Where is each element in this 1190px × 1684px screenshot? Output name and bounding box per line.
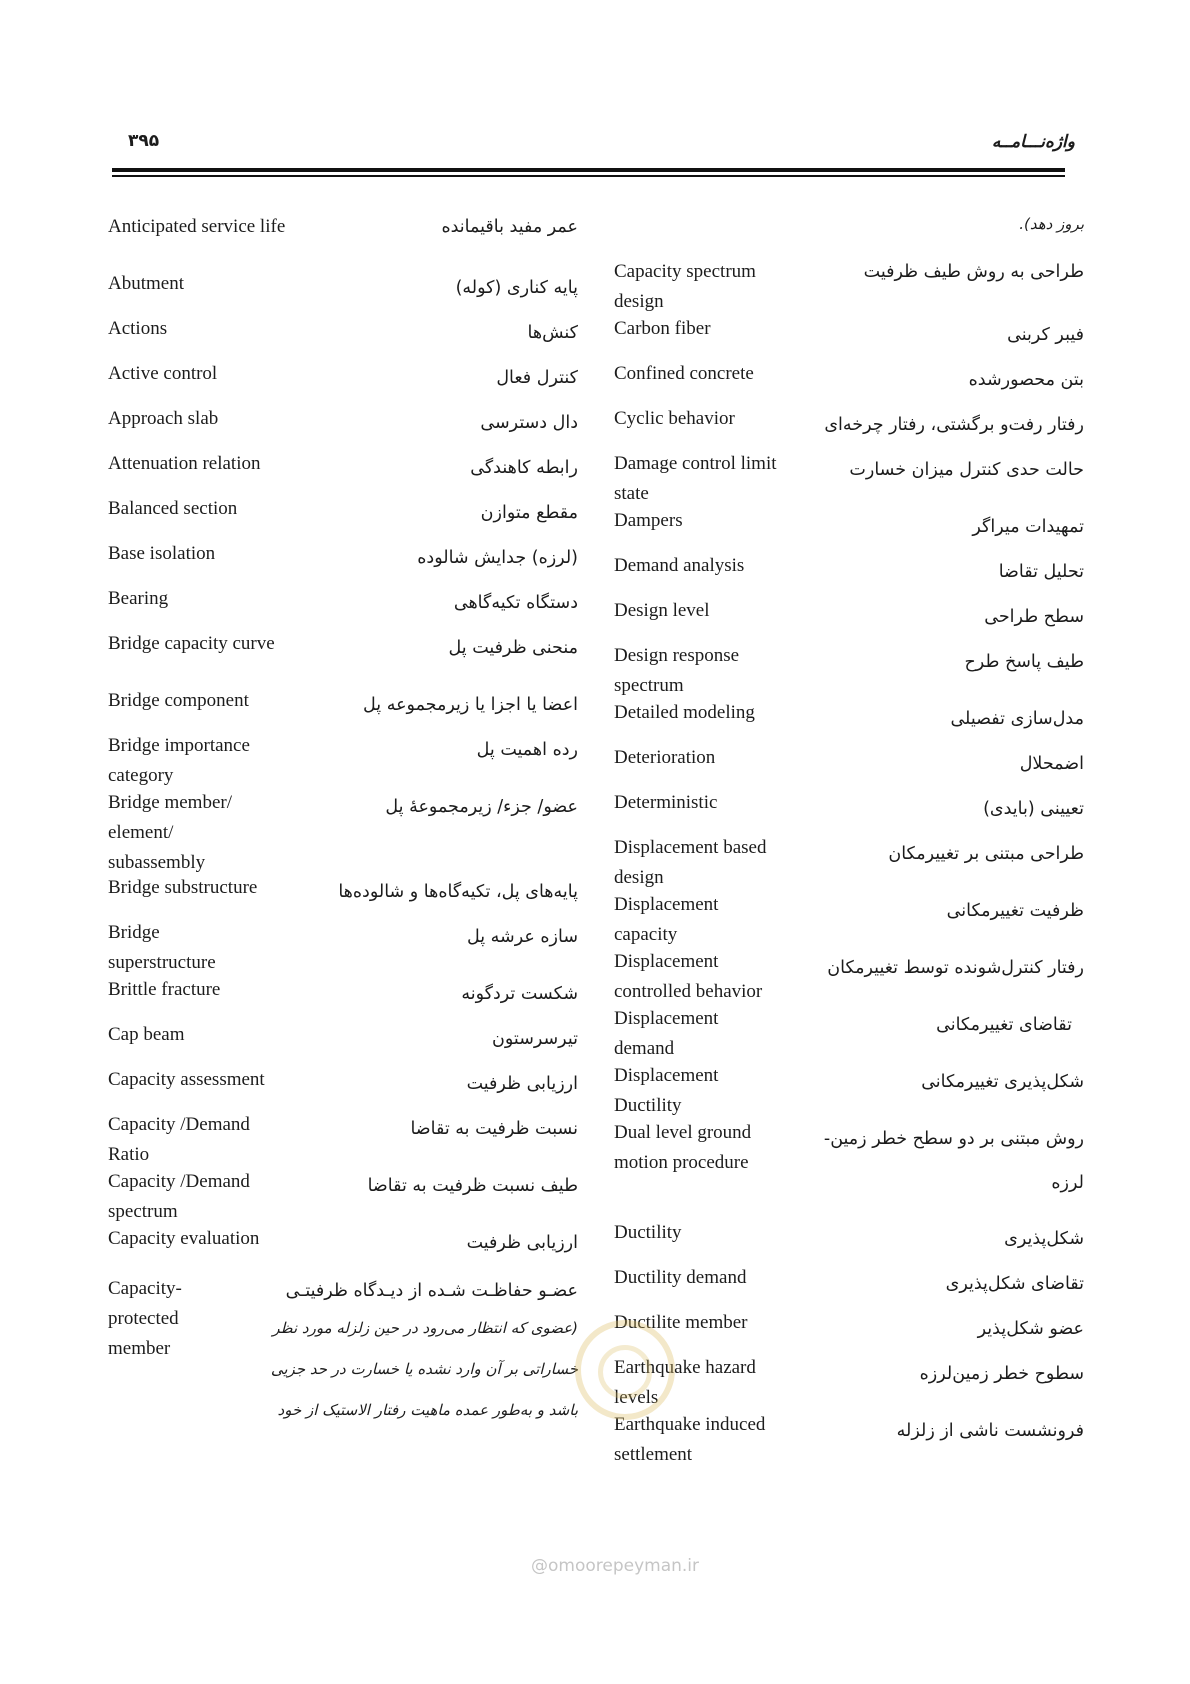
term-english: Capacity- protected member <box>108 1278 182 1359</box>
continuation-line <box>614 212 1084 257</box>
term-english: Displacement Ductility <box>614 1065 719 1116</box>
term-english: Detailed modeling <box>614 702 755 723</box>
term-english: Bridge substructure <box>108 877 258 898</box>
term-persian: تحلیل تقاضا <box>998 562 1084 582</box>
glossary-entry <box>108 788 578 873</box>
term-english: Design level <box>614 600 710 621</box>
glossary-entry <box>614 596 1084 641</box>
glossary-entry <box>108 449 578 494</box>
definition-line: خساراتی بر آن وارد نشده یا خسارت در حد جزیی <box>270 1360 578 1378</box>
glossary-entry <box>614 743 1084 788</box>
term-persian: طیف نسبت ظرفیت به تقاضا <box>367 1176 578 1196</box>
term-persian: ارزیابی ظرفیت <box>466 1074 578 1094</box>
running-header-title: واژه‌نـــامــه <box>991 132 1075 152</box>
glossary-entry <box>108 314 578 359</box>
term-persian: تقاضای شکل‌پذیری <box>945 1274 1084 1294</box>
term-persian: طیف پاسخ طرح <box>964 652 1084 672</box>
term-persian: ارزیابی ظرفیت <box>466 1233 578 1253</box>
glossary-entry <box>614 1353 1084 1410</box>
glossary-entry <box>108 731 578 788</box>
page-number: ۳۹۵ <box>128 131 160 151</box>
term-english: Ductility <box>614 1222 682 1243</box>
term-english: Capacity evaluation <box>108 1228 260 1249</box>
glossary-entry <box>614 1218 1084 1263</box>
term-persian: دستگاه تکیه‌گاهی <box>453 593 578 613</box>
glossary-entry <box>614 449 1084 506</box>
term-english: Design response spectrum <box>614 645 740 696</box>
watermark-gear-icon <box>598 1345 652 1399</box>
glossary-entry <box>108 539 578 584</box>
glossary-entry-with-note <box>108 1274 578 1424</box>
term-persian: نسبت ظرفیت به تقاضا <box>410 1119 578 1139</box>
watermark-text: @omoorepeyman.ir <box>530 1556 700 1576</box>
term-persian: عضو/ جزء/ زیرمجموعۀ پل <box>385 797 578 817</box>
term-english: Cyclic behavior <box>614 408 735 429</box>
term-english: Bridge capacity curve <box>108 633 275 654</box>
term-english: Dampers <box>614 510 683 531</box>
glossary-entry <box>614 1061 1084 1118</box>
glossary-entry <box>108 269 578 314</box>
term-persian: اعضا یا اجزا یا زیرمجموعه پل <box>363 695 578 715</box>
term-english: Capacity /Demand Ratio <box>108 1114 250 1165</box>
term-english: Capacity /Demand spectrum <box>108 1171 250 1222</box>
term-persian: ظرفیت تغییرمکانی <box>946 901 1084 921</box>
glossary-entry <box>108 873 578 918</box>
term-english: Demand analysis <box>614 555 745 576</box>
term-persian: شکست تردگونه <box>461 984 578 1004</box>
term-english: Bearing <box>108 588 169 609</box>
term-persian: کنش‌ها <box>527 323 578 343</box>
term-persian: عضـو حفاظـت شـده از دیـدگاه ظرفیتـی <box>285 1281 578 1301</box>
glossary-entry <box>614 833 1084 890</box>
term-english: Brittle fracture <box>108 979 221 1000</box>
glossary-entry <box>108 584 578 629</box>
term-persian: فرونشست ناشی از زلزله <box>896 1421 1084 1441</box>
glossary-entry <box>108 1065 578 1110</box>
term-persian: مدل‌سازی تفصیلی <box>950 709 1084 729</box>
term-persian: شکل‌پذیری تغییرمکانی <box>921 1072 1084 1092</box>
glossary-entry <box>614 359 1084 404</box>
term-english: Active control <box>108 363 218 384</box>
term-persian: تیرسرستون <box>492 1029 578 1049</box>
term-persian: عمر مفید باقیمانده <box>441 217 578 237</box>
glossary-entry <box>108 1224 578 1274</box>
term-english: Attenuation relation <box>108 453 261 474</box>
glossary-entry <box>108 918 578 975</box>
term-english: Displacement based design <box>614 837 767 888</box>
definition-line: (عضوی که انتظار می‌رود در حین زلزله مورد نظر <box>272 1319 578 1337</box>
term-english: Displacement capacity <box>614 894 719 945</box>
term-persian: فیبر کربنی <box>1007 325 1084 345</box>
glossary-entry <box>614 947 1084 1004</box>
term-persian: پایه‌های پل، تکیه‌گاه‌ها و شالوده‌ها <box>338 882 578 902</box>
term-persian: (لرزه) جدایش شالوده <box>417 548 578 568</box>
term-persian: اضمحلال <box>1019 754 1084 774</box>
term-persian: کنترل فعال <box>496 368 578 388</box>
term-persian: سازه عرشه پل <box>466 927 578 947</box>
term-english: Abutment <box>108 273 184 294</box>
glossary-entry <box>614 641 1084 698</box>
glossary-entry <box>614 404 1084 449</box>
term-persian: رابطه کاهندگی <box>470 458 578 478</box>
term-english: Bridge member/ element/ subassembly <box>108 792 232 873</box>
term-persian: سطوح خطر زمین‌لرزه <box>919 1364 1084 1384</box>
term-persian: دال دسترسی <box>480 413 578 433</box>
glossary-entry <box>614 698 1084 743</box>
term-english: Dual level ground motion procedure <box>614 1122 752 1173</box>
glossary-entry <box>108 212 578 269</box>
term-persian: عضو شکل‌پذیر <box>977 1319 1084 1339</box>
term-english: Earthquake hazard levels <box>614 1357 756 1408</box>
glossary-entry <box>614 788 1084 833</box>
term-english: Displacement demand <box>614 1008 719 1059</box>
term-persian: تقاضای تغییرمکانی <box>936 1015 1072 1035</box>
term-english: Capacity spectrum design <box>614 261 756 312</box>
glossary-entry <box>614 551 1084 596</box>
definition-line: باشد و به‌طور عمده ماهیت رفتار الاستیک از خود <box>277 1401 578 1419</box>
term-persian: رفتار کنترل‌شونده توسط تغییرمکان <box>827 958 1084 978</box>
term-persian: منحنی ظرفیت پل <box>448 638 578 658</box>
glossary-entry <box>108 494 578 539</box>
glossary-entry <box>108 629 578 686</box>
term-english: Base isolation <box>108 543 216 564</box>
term-persian-continued: لرزه <box>1051 1173 1084 1193</box>
term-persian: طراحی به روش طیف ظرفیت <box>863 262 1084 282</box>
term-english: Confined concrete <box>614 363 754 384</box>
term-english: Ductilite member <box>614 1312 748 1333</box>
term-persian: تعیینی (بایدی) <box>983 799 1084 819</box>
glossary-entry <box>614 1410 1084 1467</box>
term-persian: پایه کناری (کوله) <box>455 278 578 298</box>
term-english: Earthquake induced settlement <box>614 1414 766 1465</box>
glossary-entry <box>614 1308 1084 1353</box>
term-english: Balanced section <box>108 498 238 519</box>
glossary-entry <box>614 890 1084 947</box>
term-english: Bridge importance category <box>108 735 250 786</box>
term-english: Bridge component <box>108 690 249 711</box>
term-english: Actions <box>108 318 168 339</box>
term-english: Deterministic <box>614 792 718 813</box>
term-english: Ductility demand <box>614 1267 747 1288</box>
term-persian: سطح طراحی <box>984 607 1084 627</box>
header-rule-thick <box>112 168 1065 172</box>
term-english: Bridge superstructure <box>108 922 216 973</box>
term-english: Carbon fiber <box>614 318 711 339</box>
definition-continuation: بروز دهد). <box>1019 215 1084 233</box>
glossary-entry <box>108 975 578 1020</box>
term-persian: مقطع متوازن <box>480 503 578 523</box>
term-persian: شکل‌پذیری <box>1004 1229 1084 1249</box>
term-persian: طراحی مبتنی بر تغییرمکان <box>888 844 1084 864</box>
glossary-entry <box>108 1167 578 1224</box>
glossary-entry <box>614 1004 1084 1061</box>
glossary-right-column <box>614 212 1084 1467</box>
term-persian: تمهیدات میراگر <box>972 517 1084 537</box>
term-persian: حالت حدی کنترل میزان خسارت <box>849 460 1084 480</box>
glossary-left-column <box>108 212 578 1424</box>
glossary-entry <box>614 506 1084 551</box>
term-persian: رده اهمیت پل <box>476 740 578 760</box>
term-english: Anticipated service life <box>108 216 286 237</box>
term-english: Capacity assessment <box>108 1069 265 1090</box>
term-persian: بتن محصورشده <box>968 370 1084 390</box>
glossary-entry <box>614 1118 1084 1218</box>
term-persian: رفتار رفت‌و برگشتی، رفتار چرخه‌ای <box>824 415 1084 435</box>
glossary-entry <box>614 1263 1084 1308</box>
glossary-entry <box>108 1110 578 1167</box>
term-english: Displacement controlled behavior <box>614 951 763 1002</box>
term-persian-definition <box>108 1274 578 1431</box>
glossary-entry <box>108 359 578 404</box>
glossary-entry <box>614 257 1084 314</box>
glossary-entry <box>614 314 1084 359</box>
term-english: Cap beam <box>108 1024 185 1045</box>
glossary-entry <box>108 1020 578 1065</box>
glossary-entry <box>108 686 578 731</box>
header-rule-thin <box>112 175 1065 177</box>
term-english: Deterioration <box>614 747 716 768</box>
term-english: Damage control limit state <box>614 453 777 504</box>
term-persian: روش مبتنی بر دو سطح خطر زمین- <box>823 1129 1084 1149</box>
glossary-entry <box>108 404 578 449</box>
term-english: Approach slab <box>108 408 219 429</box>
